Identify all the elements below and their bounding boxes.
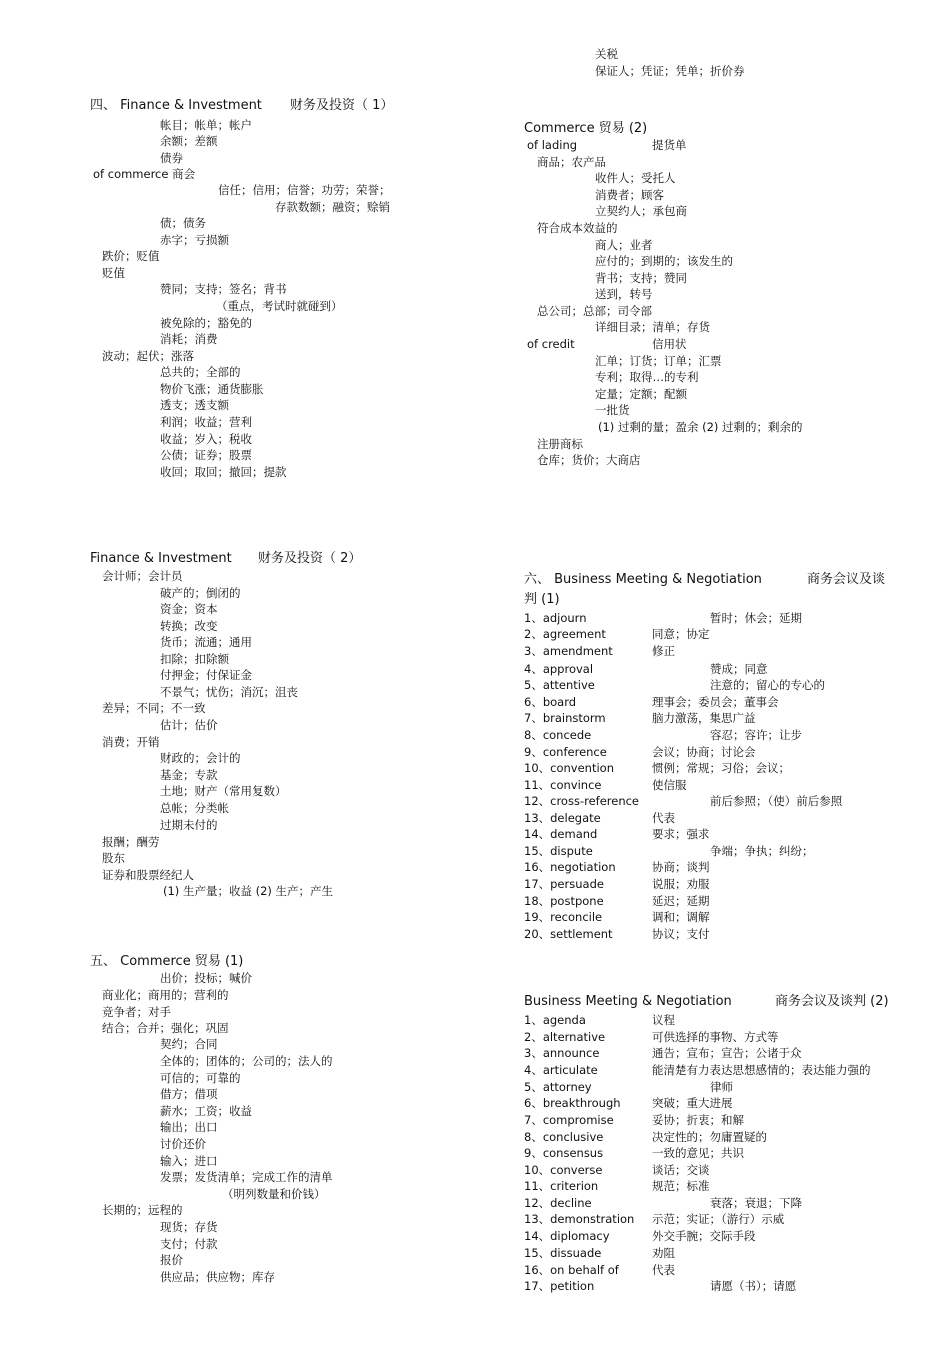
term: 19、reconcile — [524, 910, 603, 924]
definition: 规范；标准 — [652, 1179, 710, 1193]
section-heading-cn: 财务及投资（ 2） — [258, 551, 362, 566]
vocab-line: 送到，转号 — [595, 287, 653, 301]
term: 18、postpone — [524, 894, 604, 908]
vocab-line: 收件人；受托人 — [595, 171, 676, 185]
definition: 会议；协商；讨论会 — [652, 745, 756, 759]
term: 6、breakthrough — [524, 1096, 621, 1110]
vocab-line: 余额；差额 — [160, 134, 218, 148]
term: 12、cross-reference — [524, 794, 640, 808]
definition: 脑力激荡，集思广益 — [652, 711, 756, 725]
definition: 律师 — [710, 1080, 733, 1094]
section-heading-cn: 财务及投资（ 1） — [290, 98, 394, 113]
vocab-line: 波动；起伏；涨落 — [102, 349, 194, 363]
definition: 示范；实证；（游行）示威 — [652, 1212, 785, 1226]
text-line: 关税 — [595, 47, 618, 61]
vocab-line: 帐目；帐单；帐户 — [160, 118, 252, 132]
definition: 议程 — [652, 1013, 675, 1027]
vocab-line: 注册商标 — [537, 437, 583, 451]
definition: 理事会；委员会；董事会 — [652, 695, 779, 709]
definition: 可供选择的事物、方式等 — [652, 1030, 779, 1044]
definition: 协议；支付 — [652, 927, 710, 941]
term: 9、conference — [524, 745, 607, 759]
definition: 妥协；折衷；和解 — [652, 1113, 744, 1127]
term: 20、settlement — [524, 927, 613, 941]
vocab-line: 输入；进口 — [160, 1154, 218, 1168]
term: 5、attorney — [524, 1080, 592, 1094]
term: 13、delegate — [524, 811, 601, 825]
definition: 要求；强求 — [652, 827, 710, 841]
term: 10、convention — [524, 761, 614, 775]
vocab-line: 赞同；支持；签名；背书 — [160, 282, 287, 296]
vocab-line: 收回；取回；撤回；提款 — [160, 465, 287, 479]
vocab-line: 讨价还价 — [160, 1137, 206, 1151]
vocab-line: of credit — [527, 337, 575, 351]
vocab-line: 长期的；远程的 — [102, 1203, 183, 1217]
term: 16、on behalf of — [524, 1263, 619, 1277]
definition: 同意；协定 — [652, 627, 710, 641]
vocab-line: 输出；出口 — [160, 1120, 218, 1134]
term: 1、adjourn — [524, 611, 587, 625]
vocab-line: 债；债务 — [160, 216, 206, 230]
vocab-line: 债券 — [160, 151, 183, 165]
definition: 注意的；留心的专心的 — [710, 678, 825, 692]
definition: 暂时；休会；延期 — [710, 611, 802, 625]
definition: 请愿（书）；请愿 — [710, 1279, 797, 1293]
section-heading: 五、 Commerce 贸易 (1) — [90, 954, 244, 969]
section-heading: Finance & Investment — [90, 551, 232, 566]
definition: 使信服 — [652, 778, 687, 792]
vocab-line: 竞争者；对手 — [102, 1005, 171, 1019]
term: 17、petition — [524, 1279, 595, 1293]
definition: 协商；谈判 — [652, 860, 710, 874]
vocab-line: 基金；专款 — [160, 768, 218, 782]
vocab-line: of lading — [527, 138, 578, 152]
vocab-line: 过期未付的 — [160, 818, 218, 832]
term: 15、dispute — [524, 844, 593, 858]
vocab-line: 扣除；扣除额 — [160, 652, 229, 666]
definition: 决定性的；勿庸置疑的 — [652, 1130, 767, 1144]
vocab-line: 背书；支持；赞同 — [595, 271, 687, 285]
definition: 谈话；交谈 — [652, 1163, 710, 1177]
vocab-line: 出价；投标；喊价 — [160, 971, 252, 985]
term: 11、criterion — [524, 1179, 599, 1193]
vocab-line: 全体的；团体的；公司的；法人的 — [160, 1054, 333, 1068]
vocab-line: 详细目录；清单；存货 — [595, 320, 710, 334]
vocab-line: 会计师；会计员 — [102, 569, 183, 583]
vocab-line: 汇单；订货；订单；汇票 — [595, 354, 722, 368]
vocab-line: 支付；付款 — [160, 1237, 218, 1251]
vocab-line: 付押金；付保证金 — [160, 668, 252, 682]
vocab-line: 商品；农产品 — [537, 155, 606, 169]
vocab-line: 货币；流通；通用 — [160, 635, 252, 649]
vocab-line: 结合；合并；强化；巩固 — [102, 1021, 229, 1035]
vocab-line: 总帐；分类帐 — [160, 801, 229, 815]
vocab-line: 土地；财产（常用复数） — [160, 784, 287, 798]
term: 13、demonstration — [524, 1212, 635, 1226]
section-heading: Commerce 贸易 (2) — [524, 121, 648, 136]
vocab-line: 透支；透支额 — [160, 398, 229, 412]
definition: 能清楚有力表达思想感情的；表达能力强的 — [652, 1063, 871, 1077]
term: 8、concede — [524, 728, 592, 742]
vocab-line: （重点，考试时就碰到） — [216, 299, 343, 313]
section-heading: 六、 Business Meeting & Negotiation — [524, 572, 762, 587]
vocab-line: 契约；合同 — [160, 1037, 218, 1051]
definition: 代表 — [652, 811, 675, 825]
term: 10、converse — [524, 1163, 603, 1177]
section-heading: Business Meeting & Negotiation — [524, 994, 732, 1009]
definition: 延迟；延期 — [652, 894, 710, 908]
section-heading-cn: 判 (1) — [524, 592, 560, 607]
vocab-line: 立契约人；承包商 — [595, 204, 687, 218]
vocab-line: 现货；存货 — [160, 1220, 218, 1234]
term: 5、attentive — [524, 678, 595, 692]
definition: 前后参照；（使）前后参照 — [710, 794, 843, 808]
vocab-line: 一批货 — [595, 403, 630, 417]
definition: 说服；劝服 — [652, 877, 710, 891]
term: 17、persuade — [524, 877, 604, 891]
vocab-line: 证券和股票经纪人 — [102, 868, 194, 882]
vocab-line: 跌价；贬值 — [102, 249, 160, 263]
term: 7、compromise — [524, 1113, 614, 1127]
vocab-line: 专利；取得…的专利 — [595, 370, 699, 384]
term: 14、diplomacy — [524, 1229, 610, 1243]
term: 1、agenda — [524, 1013, 586, 1027]
vocab-line: 被免除的；豁免的 — [160, 316, 252, 330]
vocab-line: （明列数量和价钱） — [222, 1187, 326, 1201]
definition: 通告；宣布；宣告；公诸于众 — [652, 1046, 802, 1060]
definition: 容忍；容许；让步 — [710, 728, 802, 742]
term: 8、conclusive — [524, 1130, 604, 1144]
vocab-line: 符合成本效益的 — [537, 221, 618, 235]
vocab-line: 资金；资本 — [160, 602, 218, 616]
term: 7、brainstorm — [524, 711, 606, 725]
vocab-line: 信用状 — [652, 337, 687, 351]
term: 6、board — [524, 695, 577, 709]
vocab-line: 消耗；消费 — [160, 332, 218, 346]
definition: 赞成；同意 — [710, 662, 768, 676]
definition: 惯例；常规；习俗；会议； — [652, 761, 790, 775]
term: 11、convince — [524, 778, 602, 792]
text-line: 保证人；凭证；凭单；折价券 — [595, 64, 745, 78]
vocab-line: 借方；借项 — [160, 1087, 218, 1101]
definition: 衰落；衰退；下降 — [710, 1196, 802, 1210]
term: 4、articulate — [524, 1063, 598, 1077]
definition: 一致的意见；共识 — [652, 1146, 744, 1160]
vocab-line: 赤字；亏损额 — [160, 233, 229, 247]
vocab-line: 差异；不同；不一致 — [102, 701, 206, 715]
vocab-line: 商业化；商用的；营利的 — [102, 988, 229, 1002]
vocab-line: 供应品；供应物；库存 — [160, 1270, 275, 1284]
vocab-line: 总公司；总部；司令部 — [537, 304, 652, 318]
vocab-line: 总共的；全部的 — [160, 365, 241, 379]
vocab-line: 利润；收益；营利 — [160, 415, 252, 429]
vocab-line: 提货单 — [652, 138, 687, 152]
vocab-line: 应付的；到期的；该发生的 — [595, 254, 733, 268]
vocab-line: (1) 生产量；收益 (2) 生产；产生 — [163, 884, 334, 898]
definition: 外交手腕；交际手段 — [652, 1229, 756, 1243]
vocab-line: 仓库；货价；大商店 — [537, 453, 641, 467]
definition: 争端；争执；纠纷； — [710, 844, 814, 858]
vocab-line: 报酬；酬劳 — [102, 835, 160, 849]
vocab-line: 报价 — [160, 1253, 183, 1267]
vocab-line: 破产的；倒闭的 — [160, 586, 241, 600]
vocab-line: 发票；发货清单；完成工作的清单 — [160, 1170, 333, 1184]
term: 9、consensus — [524, 1146, 604, 1160]
vocab-line: 消费；开销 — [102, 735, 160, 749]
term: 16、negotiation — [524, 860, 616, 874]
vocab-line: 股东 — [102, 851, 125, 865]
definition: 突破；重大进展 — [652, 1096, 733, 1110]
term: 3、announce — [524, 1046, 600, 1060]
vocab-line: 收益；岁入；税收 — [160, 432, 252, 446]
vocab-line: 贬值 — [102, 266, 125, 280]
vocab-line: 估计；估价 — [160, 718, 218, 732]
section-heading-cn: 商务会议及谈判 (2) — [775, 994, 889, 1009]
term: 12、decline — [524, 1196, 592, 1210]
definition: 代表 — [652, 1263, 675, 1277]
vocab-line: (1) 过剩的量；盈余 (2) 过剩的；剩余的 — [598, 420, 803, 434]
definition: 劝阻 — [652, 1246, 675, 1260]
vocab-line: 存款数额；融资；赊销 — [275, 200, 390, 214]
vocab-line: 公债；证券；股票 — [160, 448, 252, 462]
vocab-line: 定量；定额；配额 — [595, 387, 687, 401]
vocab-line: 物价飞涨；通货膨胀 — [160, 382, 264, 396]
vocab-line: 转换；改变 — [160, 619, 218, 633]
term: 14、demand — [524, 827, 598, 841]
term: 15、dissuade — [524, 1246, 602, 1260]
term: 4、approval — [524, 662, 594, 676]
vocab-line: 商人；业者 — [595, 238, 653, 252]
vocab-line: of commerce 商会 — [93, 167, 196, 181]
term: 2、alternative — [524, 1030, 606, 1044]
vocab-line: 信任；信用；信誉；功劳；荣誉； — [218, 183, 391, 197]
vocab-line: 可信的；可靠的 — [160, 1071, 241, 1085]
definition: 修正 — [652, 644, 675, 658]
vocab-line: 薪水；工资；收益 — [160, 1104, 252, 1118]
vocab-line: 不景气；忧伤；消沉；沮丧 — [160, 685, 298, 699]
vocab-line: 消费者；顾客 — [595, 188, 664, 202]
section-heading: 四、 Finance & Investment — [90, 98, 262, 113]
term: 2、agreement — [524, 627, 606, 641]
term: 3、amendment — [524, 644, 613, 658]
definition: 调和；调解 — [652, 910, 710, 924]
vocab-line: 财政的；会计的 — [160, 751, 241, 765]
section-heading-cn: 商务会议及谈 — [807, 572, 886, 587]
